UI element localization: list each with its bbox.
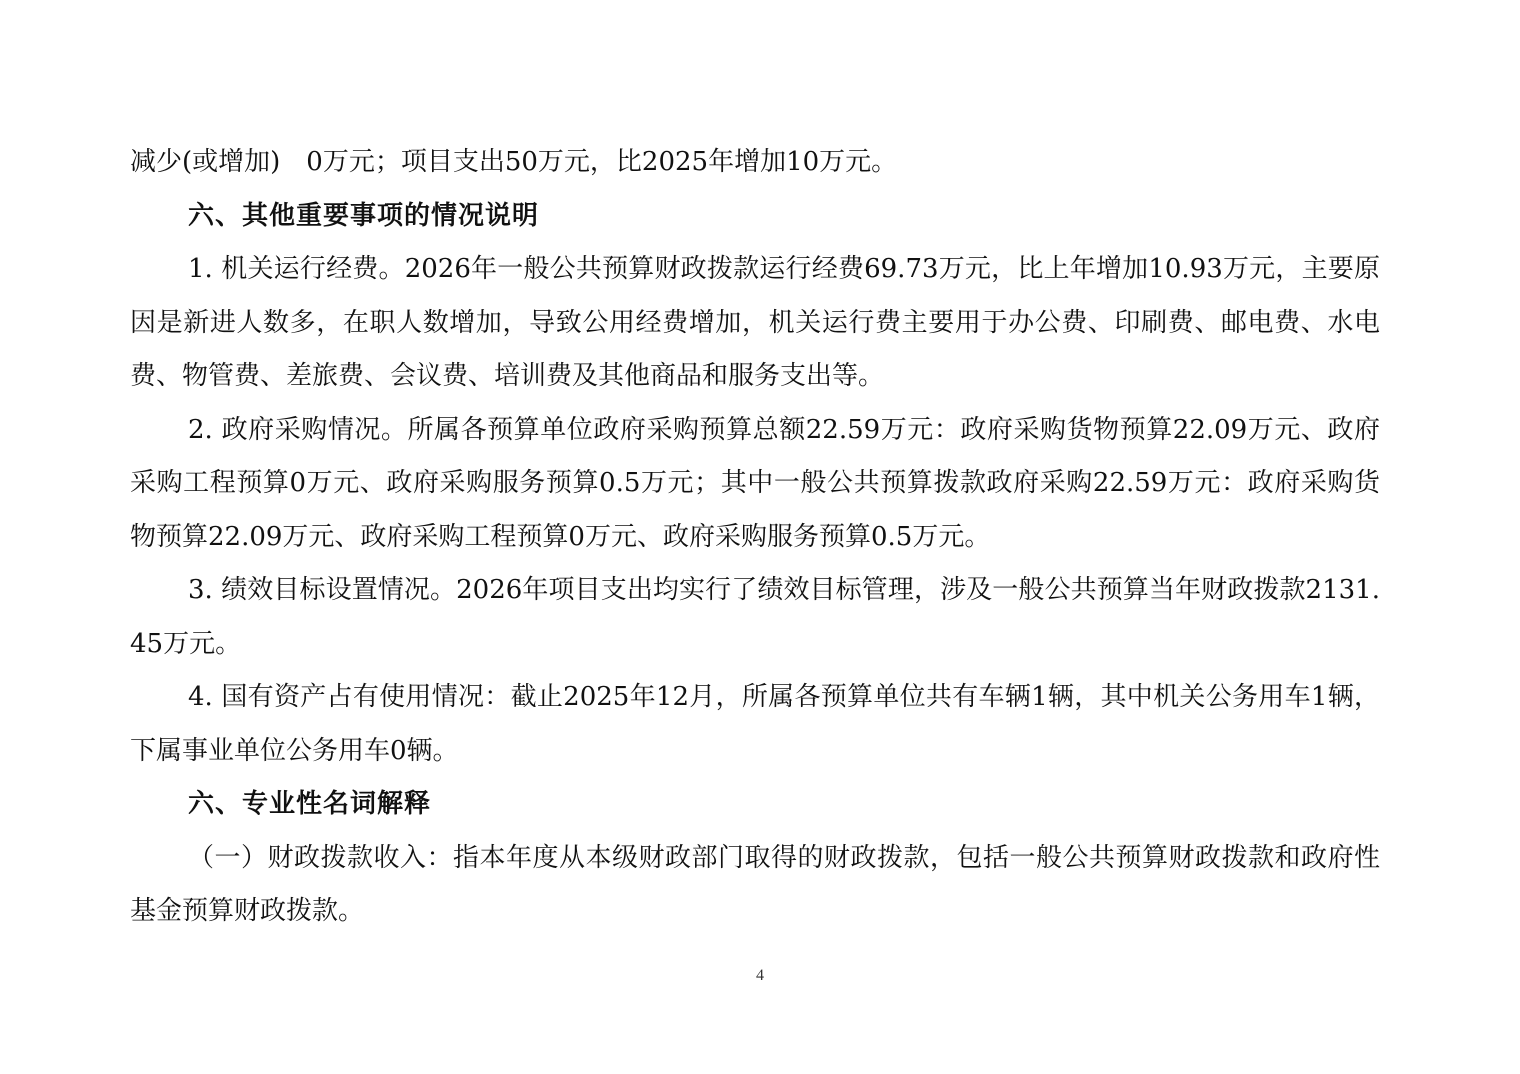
section-heading-other-matters: 六、其他重要事项的情况说明: [188, 200, 540, 231]
continuation-paragraph: 减少(或增加) 0万元；项目支出50万元，比2025年增加10万元。: [130, 147, 898, 177]
page-number: 4: [756, 967, 764, 984]
paragraph-fiscal-appropriation-definition: （一）财政拨款收入：指本年度从本级财政部门取得的财政拨款，包括一般公共预算财政拨款和政府性基金预算财政拨款。: [130, 842, 1380, 926]
paragraph-operating-expenses: 1. 机关运行经费。2026年一般公共预算财政拨款运行经费69.73万元，比上年增加10.93万元，主要原因是新进人数多，在职人数增加，导致公用经费增加，机关运行费主要用于办公费、印刷费、邮电费、水电费、物管费、差旅费、会议费、培训费及其他商品和服务支出等。: [130, 254, 1380, 391]
paragraph-performance-targets: 3. 绩效目标设置情况。2026年项目支出均实行了绩效目标管理，涉及一般公共预算当年财政拨款2131.45万元。: [130, 575, 1380, 659]
paragraph-state-assets: 4. 国有资产占有使用情况：截止2025年12月，所属各预算单位共有车辆1辆，其中机关公务用车1辆，下属事业单位公务用车0辆。: [130, 682, 1380, 766]
section-heading-terminology: 六、专业性名词解释: [188, 789, 432, 819]
paragraph-government-procurement: 2. 政府采购情况。所属各预算单位政府采购预算总额22.59万元：政府采购货物预算22.09万元、政府采购工程预算0万元、政府采购服务预算0.5万元；其中一般公共预算拨款政府采购22.59万元：政府采购货物预算22.09万元、政府采购工程预算0万元、政府采购服务预算0.5万元。: [130, 414, 1380, 552]
document-body: [130, 136, 1380, 939]
